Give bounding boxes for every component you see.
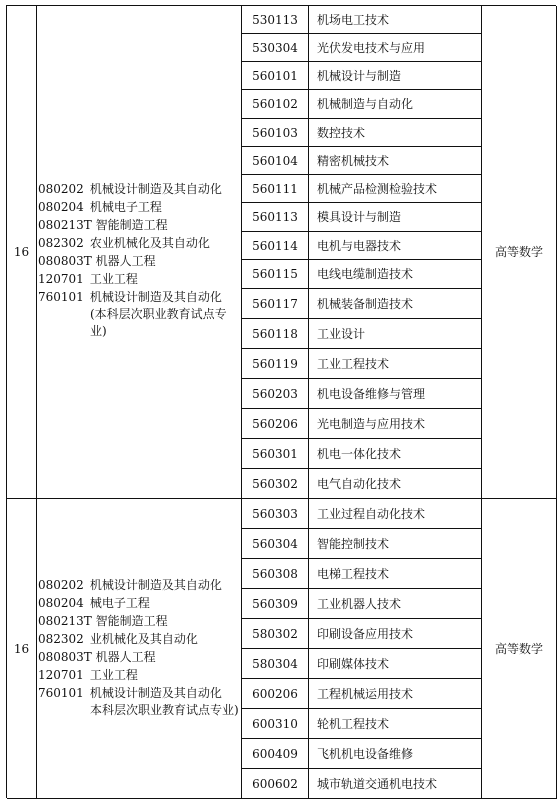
undergrad-major-code: 120701 — [38, 668, 84, 682]
undergrad-major-name: 机械设计制造及其自动化 — [89, 182, 222, 196]
vocational-major-name: 智能控制技术 — [309, 529, 482, 559]
vocational-major-name: 机械设计与制造 — [309, 62, 482, 90]
vocational-major-name: 印刷媒体技术 — [309, 649, 482, 679]
undergrad-major-note: 本科层次职业教育试点专业) — [90, 703, 239, 717]
undergrad-major-name: 机械设计制造及其自动化 — [89, 686, 222, 700]
row-number: 16 — [7, 499, 37, 799]
vocational-major-name: 工程机械运用技术 — [309, 679, 482, 709]
undergrad-major-code: 080202 — [38, 182, 84, 196]
vocational-major-name: 机械制造与自动化 — [309, 90, 482, 119]
vocational-major-code: 560103 — [242, 119, 309, 147]
vocational-major-code: 580304 — [242, 649, 309, 679]
undergrad-major-item — [38, 612, 240, 630]
vocational-major-code: 560119 — [242, 349, 309, 379]
vocational-major-code: 560308 — [242, 559, 309, 589]
vocational-major-name: 机电一体化技术 — [309, 439, 482, 469]
vocational-major-code: 560101 — [242, 62, 309, 90]
vocational-major-code: 560111 — [242, 175, 309, 203]
vocational-major-name: 机械装备制造技术 — [309, 289, 482, 319]
undergrad-major-name: 机械设计制造及其自动化 — [89, 578, 222, 592]
undergrad-majors-cell — [37, 499, 242, 799]
undergrad-major-name: 机械电子工程 — [89, 200, 162, 214]
undergrad-major-code: 080204 — [38, 596, 84, 610]
undergrad-major-note: (本科层次职业教育试点专业) — [90, 307, 227, 338]
undergrad-major-item — [38, 666, 240, 684]
vocational-major-code: 560113 — [242, 203, 309, 232]
vocational-major-code: 600310 — [242, 709, 309, 739]
undergrad-major-code: 080204 — [38, 200, 84, 214]
undergrad-major-code: 080803T — [38, 650, 92, 664]
vocational-major-code: 560309 — [242, 589, 309, 619]
vocational-major-code: 560302 — [242, 469, 309, 499]
vocational-major-code: 600602 — [242, 769, 309, 799]
undergrad-major-code: 080213T — [38, 614, 92, 628]
undergrad-major-code: 082302 — [38, 632, 84, 646]
undergrad-major-item — [38, 288, 240, 306]
undergrad-major-name: 农业机械化及其自动化 — [89, 236, 210, 250]
undergrad-majors-list — [38, 180, 240, 340]
undergrad-major-name: 智能制造工程 — [95, 614, 168, 628]
vocational-major-code: 530113 — [242, 6, 309, 34]
vocational-major-code: 580302 — [242, 619, 309, 649]
undergrad-majors-list — [38, 576, 240, 719]
exam-subject: 高等数学 — [482, 6, 557, 499]
exam-subject: 高等数学 — [482, 499, 557, 799]
vocational-major-name: 工业设计 — [309, 319, 482, 349]
vocational-major-name: 工业过程自动化技术 — [309, 499, 482, 529]
row-number: 16 — [7, 6, 37, 499]
vocational-major-name: 机场电工技术 — [309, 6, 482, 34]
undergrad-major-code: 760101 — [38, 686, 84, 700]
vocational-major-name: 数控技术 — [309, 119, 482, 147]
undergrad-major-name: 机械设计制造及其自动化 — [89, 290, 222, 304]
vocational-major-name: 模具设计与制造 — [309, 203, 482, 232]
undergrad-majors-cell — [37, 6, 242, 499]
vocational-major-name: 电梯工程技术 — [309, 559, 482, 589]
vocational-major-name: 电机与电器技术 — [309, 232, 482, 260]
undergrad-major-item — [38, 594, 240, 612]
undergrad-major-name: 机器人工程 — [95, 254, 156, 268]
vocational-major-code: 560115 — [242, 260, 309, 289]
vocational-major-name: 电气自动化技术 — [309, 469, 482, 499]
vocational-major-name: 机电设备维修与管理 — [309, 379, 482, 409]
vocational-major-name: 城市轨道交通机电技术 — [309, 769, 482, 799]
undergrad-major-item — [38, 180, 240, 198]
undergrad-major-code: 120701 — [38, 272, 84, 286]
vocational-major-name: 工业工程技术 — [309, 349, 482, 379]
vocational-major-name: 轮机工程技术 — [309, 709, 482, 739]
undergrad-major-name: 业机械化及其自动化 — [89, 632, 198, 646]
undergrad-major-item — [38, 252, 240, 270]
undergrad-major-name: 工业工程 — [89, 272, 138, 286]
undergrad-major-name: 智能制造工程 — [95, 218, 168, 232]
vocational-major-name: 印刷设备应用技术 — [309, 619, 482, 649]
vocational-major-name: 电线电缆制造技术 — [309, 260, 482, 289]
vocational-major-code: 560118 — [242, 319, 309, 349]
undergrad-major-item — [38, 576, 240, 594]
vocational-major-name: 精密机械技术 — [309, 147, 482, 175]
undergrad-major-item — [38, 234, 240, 252]
vocational-major-name: 光伏发电技术与应用 — [309, 34, 482, 62]
undergrad-major-item — [38, 198, 240, 216]
vocational-major-code: 530304 — [242, 34, 309, 62]
undergrad-major-name: 机器人工程 — [95, 650, 156, 664]
vocational-major-code: 560206 — [242, 409, 309, 439]
undergrad-major-code: 080202 — [38, 578, 84, 592]
undergrad-major-item — [38, 630, 240, 648]
vocational-major-code: 560114 — [242, 232, 309, 260]
undergrad-major-item — [38, 684, 240, 702]
undergrad-major-code: 760101 — [38, 290, 84, 304]
undergrad-major-item — [38, 270, 240, 288]
undergrad-major-name: 工业工程 — [89, 668, 138, 682]
vocational-major-code: 600409 — [242, 739, 309, 769]
vocational-major-name: 机械产品检测检验技术 — [309, 175, 482, 203]
vocational-major-code: 560304 — [242, 529, 309, 559]
vocational-major-name: 飞机机电设备维修 — [309, 739, 482, 769]
undergrad-major-code: 080213T — [38, 218, 92, 232]
vocational-major-code: 560104 — [242, 147, 309, 175]
undergrad-major-code: 080803T — [38, 254, 92, 268]
vocational-major-code: 560203 — [242, 379, 309, 409]
vocational-major-code: 560117 — [242, 289, 309, 319]
majors-table — [6, 5, 556, 798]
vocational-major-name: 光电制造与应用技术 — [309, 409, 482, 439]
vocational-major-code: 560301 — [242, 439, 309, 469]
vocational-major-code: 560102 — [242, 90, 309, 119]
vocational-major-code: 560303 — [242, 499, 309, 529]
undergrad-major-item — [38, 216, 240, 234]
undergrad-major-code: 082302 — [38, 236, 84, 250]
vocational-major-code: 600206 — [242, 679, 309, 709]
undergrad-major-item — [38, 648, 240, 666]
undergrad-major-name: 械电子工程 — [89, 596, 150, 610]
vocational-major-name: 工业机器人技术 — [309, 589, 482, 619]
